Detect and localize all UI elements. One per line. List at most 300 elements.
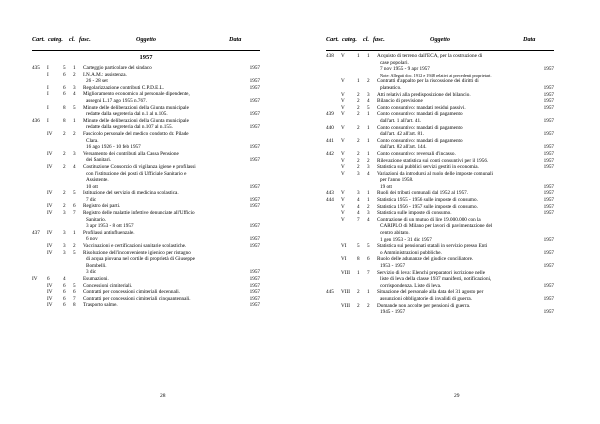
entry-text [377,111,554,124]
header-oggetto: Oggetto [136,36,156,43]
file-number: 3 [367,210,370,217]
entry-row [326,243,554,256]
entry-text [377,164,554,171]
header-data: Data [229,36,242,43]
entry-date [256,210,260,217]
entry-date: 1957 [543,104,554,111]
category: IV [47,190,53,197]
entry-subject: redatte dalla segreteria dal n.107 al n.155. [86,124,173,131]
entry-line [377,204,554,211]
entry-subject: Trasporto salme. [83,302,118,309]
entry-line [377,197,554,204]
entry-line [377,289,554,296]
entry-date: 1957 [543,282,554,289]
file-number: 3 [367,164,370,171]
header-categ: categ. [342,36,357,43]
entry-subject: Concessioni cimiteriali. [83,282,133,289]
entry-date: 1957 [249,269,260,276]
entry-subject: assegni L.17 ago 1955 n.767. [86,97,147,104]
entry-subject: Domande non accolte per pensioni di guerra. [377,302,471,309]
entry-date: 1957 [543,295,554,302]
entry-line [377,263,554,270]
entry-text [83,296,260,303]
entry-date [256,164,260,171]
entry-line [377,158,554,165]
entry-text [377,190,554,197]
entry-subject: plateatico. [380,84,402,91]
category: I [47,65,49,71]
file-number: 5 [73,104,76,111]
entry-line [83,256,260,263]
entry-row [326,164,554,171]
file-number [73,276,83,283]
entry-subject: 1 gen 1953 - 31 dic 1957 [380,236,432,243]
file-number: 4 [73,91,76,98]
entry-line [377,230,554,237]
entry-row [326,158,554,165]
entry-line [377,237,554,244]
file-number: 1 [367,289,370,296]
entry-text [83,230,260,243]
category: I [47,91,49,98]
header-rule [326,50,554,51]
entry-row [326,171,554,191]
entry-row [32,283,260,290]
entry-line [83,164,260,171]
class-number: 2 [357,289,360,296]
entry-date: 1957 [249,295,260,302]
entry-text [83,91,260,104]
entry-text [83,283,260,290]
entry-text [83,151,260,164]
entry-date [550,256,554,263]
entry-date [550,217,554,224]
category: 6 [47,276,50,282]
entry-row [32,151,260,164]
entry-line [83,111,260,118]
entry-line [377,223,554,230]
class-number: 3 [63,210,66,217]
entry-date: 1957 [249,276,260,282]
entry-subject: Contratti per concessioni cimiteriali cinquantennali. [83,295,191,302]
entry-subject: Note: Allegati doc. 1912 e 1948 relativi ai precedenti proprietari. [380,72,492,78]
cart-number: 439 [326,111,334,118]
entry-row [326,256,554,269]
category: V [341,91,345,98]
entry-row [32,85,260,92]
cart-number: 437 [32,229,40,236]
file-number: 6 [73,203,76,210]
entry-subject: dall'art. 42 all'art. 81. [380,131,424,138]
entry-line [377,177,554,184]
cart-number: 443 [326,190,334,197]
entry-date [550,289,554,296]
entry-date: 1957 [543,263,554,269]
entry-subject: Sanitario. [86,216,107,223]
entry-subject: o Amministrazioni pubbliche. [380,249,442,256]
entry-line [83,65,260,72]
entry-line [83,210,260,217]
entry-date [550,177,554,184]
class-number: 2 [357,157,360,164]
entry-line [377,85,554,92]
cart-number [32,296,47,303]
left-page [32,36,260,309]
cart-number [32,283,47,290]
entry-subject: Vaccinazioni e certificazioni sanitarie scolastiche. [83,243,187,250]
entry-date: 1957 [543,84,554,91]
entry-line [377,125,554,132]
file-number: 7 [367,269,370,276]
entry-line [377,138,554,145]
header-cart: Cart. [326,36,339,43]
entry-text [377,210,554,217]
entry-line [377,151,554,158]
entry-row [326,204,554,211]
entry-subject: Versamento dei contributi alla Cassa Pensione [83,150,179,157]
class-number: 6 [63,282,66,289]
cart-number: 445 [326,289,334,296]
entry-date [550,171,554,178]
entry-date [256,230,260,237]
entry-date: 1957 [249,84,260,91]
entry-line [83,263,260,270]
entry-subject: Statistica 1955 - 1956 sulle imposte di consumo. [377,197,478,204]
class-number: 1 [357,78,360,85]
cart-number: 436 [32,117,40,124]
file-number: 2 [367,203,370,210]
category: IV [47,243,53,250]
class-number: 8 [63,117,66,124]
class-number: 3 [63,229,66,236]
entry-line [377,184,554,191]
entry-date [550,223,554,230]
entry-line [377,131,554,138]
category: V [341,104,345,111]
category: V [341,210,345,217]
entry-row [32,276,260,283]
entry-date [550,230,554,237]
entry-subject: Minute delle deliberazioni della Giunta municipale [83,117,189,124]
entry-subject: Statistica sui pensionati statali in servizio presso Enti [377,243,488,250]
cart-number [326,217,341,243]
entry-text [83,302,260,309]
category: IV [47,210,53,217]
entry-text [377,303,554,316]
entry-row [326,217,554,243]
page-number-right: 29 [454,393,460,399]
year-heading: 1957 [139,54,153,61]
file-number: 3 [73,84,76,91]
entry-line [83,184,260,191]
cart-number [32,164,47,190]
class-number: 1 [357,53,360,59]
cart-number [326,256,341,269]
entry-subject: dall'art. 1 all'art. 41. [380,117,422,124]
file-number: 7 [73,210,76,217]
entry-subject: centro abitato. [380,230,410,237]
entry-text [83,118,260,131]
file-number: 1 [367,197,370,204]
entry-subject: 16 ago 1926 - 10 feb 1957 [86,144,141,151]
entry-subject: con l'istituzione dei posti di Ufficiale Sanitario e [86,170,187,177]
right-page [326,36,554,316]
entry-subject: 6 nov [86,236,98,243]
entry-subject: Registro dei parti. [83,203,121,210]
entry-line [377,303,554,310]
cart-number: 438 [326,53,334,59]
entry-subject: Profilassi antinfluenzale. [83,229,135,236]
category: I [47,71,49,78]
class-number: 1 [357,269,360,276]
entry-text [377,256,554,269]
entry-text [377,197,554,204]
entry-row [326,289,554,302]
entry-line [83,223,260,230]
category: V [341,190,345,197]
class-number: 8 [63,104,66,111]
category: V [341,203,345,210]
entry-row [326,210,554,217]
cart-number [32,105,47,118]
entry-line [83,72,260,79]
entry-line [377,105,554,112]
class-number: 5 [357,243,360,250]
entry-subject: Contratti d'appalto per la riscossione dei diritti di [377,78,479,85]
cart-number [326,171,341,191]
file-number: 2 [367,302,370,309]
entry-line [83,276,260,283]
file-number: 2 [73,130,76,137]
cart-number: 442 [326,150,334,157]
entry-date: 1957 [543,144,554,151]
entry-subject: di acqua piovana nel cortile di proprietà di Giuseppe [86,256,195,263]
file-number: 7 [73,295,76,302]
entry-date: 1957 [249,302,260,309]
file-number: 1 [367,53,370,59]
category: V [341,157,345,164]
file-number: 6 [367,256,370,263]
file-number: 5 [367,104,370,111]
class-number: 6 [63,91,66,98]
entry-date: 1957 [543,203,554,210]
entry-subject: Ruolo delle adunanze del giudice conciliatore. [377,256,474,263]
entry-subject: Conto consuntivo: mandati residui passivi. [377,104,466,111]
entry-row [32,230,260,243]
file-number: 3 [367,91,370,98]
entry-row [326,270,554,290]
category: IV [47,282,53,289]
entry-text [83,85,260,92]
cart-number [326,204,341,211]
entry-date: 1957 [543,183,554,190]
entry-line [377,217,554,224]
class-number: 6 [63,295,66,302]
entry-row [326,303,554,316]
entry-row [326,111,554,124]
category: V [341,111,345,118]
entry-date: 1957 [543,150,554,157]
entry-subject: Bilancio di previsione [377,98,423,105]
category: IV [47,150,53,157]
entry-line [377,53,554,60]
entry-subject: Costituzione Consorzio di vigilanza igiene e profilassi [83,163,196,170]
entry-line [377,78,554,85]
entry-line [377,250,554,257]
entry-line [83,250,260,257]
class-number: 2 [63,150,66,157]
file-number: 1 [367,150,370,157]
file-number: 1 [367,190,370,197]
entry-date: 1957 [543,98,554,105]
entry-date: 1957 [249,243,260,250]
entry-date [256,131,260,138]
entry-date: 1957 [543,117,554,124]
entry-line [377,309,554,316]
entry-row [326,138,554,151]
entry-subject: Ruoli dei tributi comunali dal 1952 al 1957. [377,190,469,197]
entry-date [256,217,260,224]
entry-text [377,289,554,302]
entry-row [32,118,260,131]
cart-number [326,164,341,171]
class-number: 4 [357,210,360,217]
entry-row [32,105,260,118]
category: IV [47,229,53,236]
entry-line [83,197,260,204]
entry-date [256,91,260,98]
cart-number: 444 [326,197,334,204]
cart-number [32,151,47,164]
cart-number [32,243,47,250]
category: V [341,150,345,157]
entry-line [83,105,260,112]
entry-subject: 1945 - 1957 [380,309,406,316]
entry-subject: Risoluzione dell'inconveniente igienico per ristagno [83,249,191,256]
class-number: 3 [357,170,360,177]
entry-date: 1957 [543,236,554,243]
entry-row [326,151,554,158]
entry-line [377,190,554,197]
class-number: 6 [63,289,66,296]
entry-date: 1957 [249,111,260,118]
file-number: 2 [367,157,370,164]
entry-subject: Carteggio particolare del sindaco [83,65,152,71]
entry-text [83,289,260,296]
entry-subject: Registro delle malattie infettive denunciate all'Ufficio [83,210,195,217]
header-oggetto: Oggetto [430,36,450,43]
entry-row [326,92,554,99]
entry-subject: per l'anno 1958. [380,177,414,184]
entry-subject: Conto consuntivo: mandati di pagamento [377,111,463,118]
entry-subject: Clara. [86,137,99,144]
category: V [341,137,345,144]
cart-number [326,270,341,290]
entry-date [550,138,554,145]
entry-date [256,138,260,145]
cart-number [32,203,47,210]
entry-date: 1957 [543,164,554,171]
class-number: 5 [63,65,66,71]
header-cl: cl. [363,36,370,43]
entry-row [326,78,554,91]
entry-date: 1957 [543,157,554,164]
entry-row [32,302,260,309]
entry-date [256,171,260,178]
cart-number [32,85,47,92]
entry-date [550,125,554,132]
entry-subject: Conto consuntivo: reversali d'incasso. [377,150,456,157]
cart-number [32,250,47,276]
entry-date [256,263,260,270]
entry-date [256,72,260,79]
class-number: 8 [357,256,360,263]
entry-line [377,256,554,263]
entry-line [83,296,260,303]
file-number: 3 [73,150,76,157]
cart-number [326,303,341,316]
class-number: 3 [357,190,360,197]
category: IV [47,249,53,256]
entry-line [377,66,554,73]
entry-date: 1957 [543,66,554,73]
entry-line [83,243,260,250]
entry-subject: 19 ott [380,183,392,190]
entry-date [550,60,554,67]
entry-text [377,171,554,191]
file-number: 1 [367,111,370,118]
cart-number [32,131,47,151]
cart-number [326,98,341,105]
entry-line [83,217,260,224]
entry-subject: case popolari. [380,59,409,66]
entry-line [377,276,554,283]
file-number: 5 [73,282,76,289]
entry-subject: 10 ott [86,183,98,190]
entry-text [377,53,554,78]
entry-date: 1957 [249,124,260,131]
entry-date [256,250,260,257]
entry-date: 1957 [543,190,554,197]
entry-subject: Variazioni da introdursi al ruolo delle imposte comunali [377,170,493,177]
entry-text [377,78,554,91]
entry-line [83,151,260,158]
file-number: 1 [73,229,76,236]
entry-date: 1957 [543,131,554,138]
entry-row [32,72,260,85]
file-number: 1 [367,124,370,131]
entry-line [377,164,554,171]
category: IV [47,163,53,170]
class-number: 2 [357,302,360,309]
category: VI [341,256,347,263]
file-number: 8 [73,302,76,309]
category: IV [47,295,53,302]
category: VIII [341,269,350,276]
entry-row [32,296,260,303]
entry-line [83,118,260,125]
entry-date [256,190,260,197]
file-number: 4 [367,170,370,177]
category: V [341,164,345,171]
entry-row [326,105,554,112]
class-number: 7 [357,216,360,223]
entry-text [83,250,260,276]
category: V [341,53,345,59]
class-number: 4 [357,203,360,210]
entry-subject: Conto consuntivo: mandati di pagamento [377,137,463,144]
entry-subject: corrispondenza. Liste di leva. [380,282,442,289]
